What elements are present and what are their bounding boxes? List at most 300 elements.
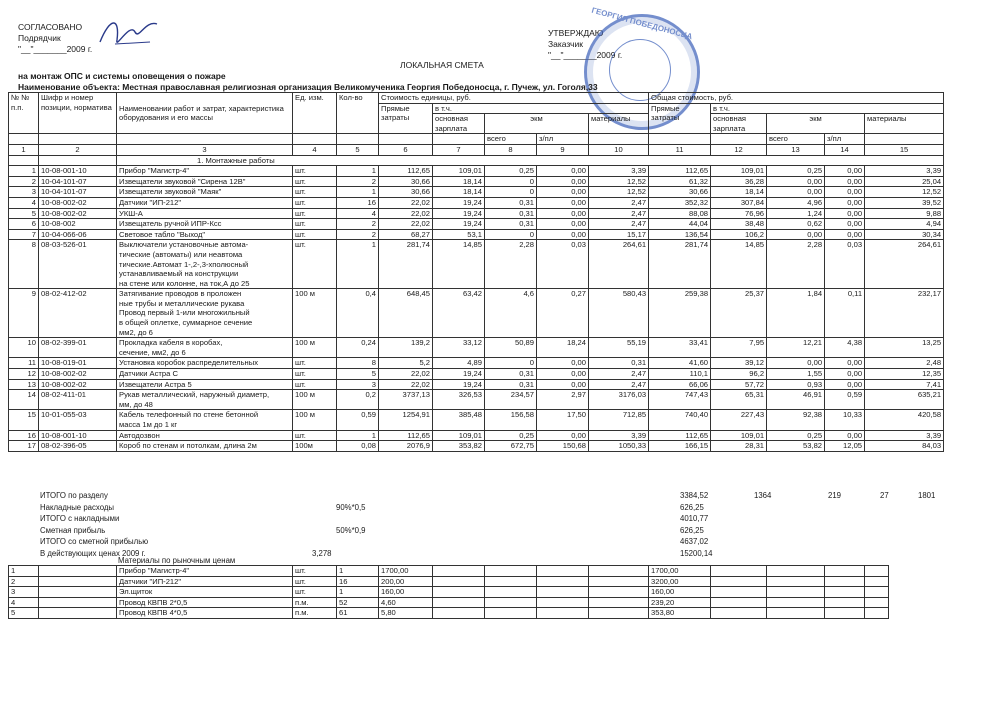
row-qty: 1 (337, 430, 379, 441)
totals-total: 4010,77 (680, 514, 709, 523)
row-name (117, 289, 293, 338)
column-number: 4 (293, 144, 337, 155)
material-empty (433, 587, 485, 598)
row-code: 08-02-412-02 (39, 289, 117, 338)
row-value-c6: 112,65 (379, 430, 433, 441)
material-empty (825, 597, 865, 608)
row-name-line: Установка коробок распределительных (119, 358, 258, 368)
header-row-4 (9, 134, 944, 145)
row-value-c11: 33,41 (649, 338, 711, 358)
row-name-line: устанавливаемый на конструкции (119, 269, 239, 279)
row-value-c6: 30,66 (379, 187, 433, 198)
totals-total: 15200,14 (680, 548, 713, 558)
column-number: 11 (649, 144, 711, 155)
material-unit: шт. (293, 566, 337, 577)
row-value-c13: 0,00 (767, 358, 825, 369)
row-number: 3 (9, 187, 39, 198)
header-direct-2: Прямые затраты (649, 103, 711, 134)
table-row (9, 176, 944, 187)
row-value-c11: 259,38 (649, 289, 711, 338)
row-unit: 100 м (293, 338, 337, 358)
row-value-c12: 38,48 (711, 219, 767, 230)
table-row (9, 197, 944, 208)
row-value-c7: 53,1 (433, 229, 485, 240)
row-value-c11: 136,54 (649, 229, 711, 240)
row-name (117, 197, 293, 208)
row-value-c6: 5,2 (379, 358, 433, 369)
material-empty (825, 608, 865, 619)
header-ekm-1: экм (485, 114, 589, 134)
row-name-line: на стене или колонне, на ток,А до 25 (119, 278, 250, 288)
row-qty: 0,2 (337, 390, 379, 410)
row-value-c14: 0,03 (825, 240, 865, 289)
row-value-c14: 0,00 (825, 219, 865, 230)
row-value-c14: 0,00 (825, 176, 865, 187)
material-empty (433, 576, 485, 587)
row-value-c9: 0,00 (537, 358, 589, 369)
row-name (117, 369, 293, 380)
totals-label: ИТОГО по разделу (40, 491, 108, 500)
row-name-line: Извещатели Астра 5 (119, 379, 192, 389)
totals-total: 3384,52 (680, 491, 709, 500)
row-number: 10 (9, 338, 39, 358)
material-empty (537, 597, 589, 608)
material-empty (485, 597, 537, 608)
row-value-c15: 420,58 (865, 410, 944, 430)
row-value-c9: 2,97 (537, 390, 589, 410)
table-row (9, 358, 944, 369)
row-code: 10-01-055-03 (39, 410, 117, 430)
materials-table (8, 565, 889, 619)
row-value-c10: 3,39 (589, 166, 649, 177)
row-value-c9: 0,00 (537, 176, 589, 187)
table-row (9, 229, 944, 240)
row-name (117, 390, 293, 410)
header-zpl-1: з/пл (537, 134, 589, 145)
row-value-c12: 307,84 (711, 197, 767, 208)
material-empty (865, 597, 889, 608)
row-unit: шт. (293, 430, 337, 441)
row-name-line: тические.Автомат 1-,2-,3-хполюсный (119, 259, 249, 269)
totals-total: 626,25 (680, 525, 704, 535)
row-value-c12: 65,31 (711, 390, 767, 410)
row-value-c7: 63,42 (433, 289, 485, 338)
material-unit: шт. (293, 576, 337, 587)
material-empty (589, 587, 649, 598)
row-name-line: Прибор "Магистр-4" (119, 166, 190, 176)
row-qty: 1 (337, 187, 379, 198)
material-empty (537, 608, 589, 619)
row-name-line: масса 1м до 1 кг (119, 420, 178, 429)
row-name (117, 430, 293, 441)
material-empty (485, 608, 537, 619)
table-row (9, 390, 944, 410)
material-price: 5,80 (379, 608, 433, 619)
row-number: 12 (9, 369, 39, 380)
row-value-c6: 22,02 (379, 369, 433, 380)
row-value-c8: 0,25 (485, 430, 537, 441)
header-name: Наименовании работ и затрат, характеристика оборудования и его массы (117, 93, 293, 134)
row-value-c15: 2,48 (865, 358, 944, 369)
row-qty: 0,59 (337, 410, 379, 430)
material-number: 2 (9, 576, 39, 587)
row-value-c15: 7,41 (865, 379, 944, 390)
row-code: 10-08-002 (39, 219, 117, 230)
row-qty: 16 (337, 197, 379, 208)
material-empty (589, 576, 649, 587)
row-value-c15: 3,39 (865, 166, 944, 177)
material-name: Провод КВПВ 2*0,5 (117, 597, 293, 608)
row-value-c6: 22,02 (379, 208, 433, 219)
row-value-c7: 353,82 (433, 441, 485, 452)
material-unit: шт. (293, 587, 337, 598)
totals-row (40, 490, 940, 502)
row-value-c11: 747,43 (649, 390, 711, 410)
material-price: 160,00 (379, 587, 433, 598)
row-value-c14: 0,00 (825, 430, 865, 441)
table-row (9, 441, 944, 452)
approval-left-role: Подрядчик (18, 33, 61, 43)
row-value-c12: 18,14 (711, 187, 767, 198)
row-value-c12: 57,72 (711, 379, 767, 390)
row-code: 10-08-002-02 (39, 379, 117, 390)
material-price: 4,60 (379, 597, 433, 608)
row-value-c11: 166,15 (649, 441, 711, 452)
totals-block (40, 490, 940, 559)
row-value-c13: 1,55 (767, 369, 825, 380)
material-qty: 61 (337, 608, 379, 619)
totals-label: ИТОГО с накладными (40, 514, 120, 523)
material-name: Эл.щиток (117, 587, 293, 598)
row-value-c10: 12,52 (589, 176, 649, 187)
row-unit: 100м (293, 441, 337, 452)
row-number: 15 (9, 410, 39, 430)
table-row (9, 219, 944, 230)
estimate-body (9, 93, 944, 452)
header-unit: Ед. изм. (293, 93, 337, 134)
row-name-line: в общей оплетке, суммарное сечение (119, 318, 253, 328)
row-name (117, 176, 293, 187)
totals-coefficient: 50%*0,9 (336, 525, 366, 535)
material-empty (537, 587, 589, 598)
row-value-c13: 0,00 (767, 229, 825, 240)
row-value-c10: 712,85 (589, 410, 649, 430)
material-empty (39, 597, 117, 608)
row-value-c13: 0,25 (767, 166, 825, 177)
row-name-line: тические (автоматы) или неавтома (119, 249, 243, 259)
row-value-c12: 28,31 (711, 441, 767, 452)
approval-right-title: УТВЕРЖДАЮ (548, 28, 604, 38)
row-value-c10: 15,17 (589, 229, 649, 240)
row-value-c14: 12,05 (825, 441, 865, 452)
row-value-c11: 88,08 (649, 208, 711, 219)
material-unit: п.м. (293, 597, 337, 608)
row-name-line: Рукав металлический, наружный диаметр, (119, 390, 270, 400)
row-value-c11: 41,60 (649, 358, 711, 369)
row-name-line: Датчики Астра С (119, 369, 178, 379)
row-qty: 5 (337, 369, 379, 380)
material-empty (589, 597, 649, 608)
row-value-c13: 92,38 (767, 410, 825, 430)
totals-label: ИТОГО со сметной прибылью (40, 537, 149, 546)
totals-row (40, 513, 940, 525)
row-name-line: Извещатели звуковой "Маяк" (119, 187, 222, 197)
row-name (117, 166, 293, 177)
row-value-c7: 4,89 (433, 358, 485, 369)
row-value-c10: 264,61 (589, 240, 649, 289)
document-subtitle: на монтаж ОПС и системы оповещения о пожаре (18, 71, 226, 81)
row-unit: шт. (293, 229, 337, 240)
approval-right-role: Заказчик (548, 39, 583, 49)
totals-row (40, 536, 940, 548)
row-value-c9: 0,00 (537, 187, 589, 198)
row-value-c7: 14,85 (433, 240, 485, 289)
material-empty (825, 587, 865, 598)
row-value-c11: 112,65 (649, 166, 711, 177)
row-value-c14: 4,38 (825, 338, 865, 358)
approval-left (18, 22, 92, 55)
table-row (9, 369, 944, 380)
material-row (9, 608, 889, 619)
column-number: 8 (485, 144, 537, 155)
row-value-c14: 0,11 (825, 289, 865, 338)
row-value-c9: 0,00 (537, 430, 589, 441)
row-value-c6: 22,02 (379, 219, 433, 230)
row-value-c15: 39,52 (865, 197, 944, 208)
material-empty (433, 608, 485, 619)
row-qty: 1 (337, 166, 379, 177)
row-name-line: мм2, до 6 (119, 327, 153, 337)
header-unit-cost: Стоимость единицы, руб. (379, 93, 649, 104)
totals-total: 626,25 (680, 502, 704, 512)
row-number: 7 (9, 229, 39, 240)
row-value-c15: 84,03 (865, 441, 944, 452)
row-number: 5 (9, 208, 39, 219)
header-total-cost: Общая стоимость, руб. (649, 93, 944, 104)
row-value-c7: 109,01 (433, 166, 485, 177)
row-value-c9: 150,68 (537, 441, 589, 452)
row-value-c12: 76,96 (711, 208, 767, 219)
material-unit: п.м. (293, 608, 337, 619)
row-name-line: Автодозвон (119, 430, 160, 440)
header-num-label: № № (11, 93, 30, 102)
material-row (9, 587, 889, 598)
row-number: 6 (9, 219, 39, 230)
column-number: 15 (865, 144, 944, 155)
material-total: 3200,00 (649, 576, 711, 587)
table-row (9, 166, 944, 177)
row-value-c6: 30,66 (379, 176, 433, 187)
row-code: 10-08-019-01 (39, 358, 117, 369)
row-value-c6: 3737,13 (379, 390, 433, 410)
material-name: Датчики "ИП-212" (117, 576, 293, 587)
row-qty: 2 (337, 176, 379, 187)
material-name: Прибор "Магистр-4" (117, 566, 293, 577)
row-name (117, 240, 293, 289)
row-value-c8: 2,28 (485, 240, 537, 289)
row-code: 10-04-066-06 (39, 229, 117, 240)
totals-materials: 1801 (918, 491, 936, 500)
row-value-c8: 4,6 (485, 289, 537, 338)
row-value-c6: 68,27 (379, 229, 433, 240)
table-row (9, 410, 944, 430)
row-value-c10: 2,47 (589, 197, 649, 208)
material-empty (485, 566, 537, 577)
column-number: 10 (589, 144, 649, 155)
row-value-c11: 281,74 (649, 240, 711, 289)
material-empty (865, 587, 889, 598)
material-empty (767, 587, 825, 598)
row-code: 10-08-001-10 (39, 166, 117, 177)
row-unit: шт. (293, 166, 337, 177)
approval-left-date: "__"_______2009 г. (18, 44, 93, 54)
material-number: 5 (9, 608, 39, 619)
row-number: 1 (9, 166, 39, 177)
row-value-c6: 22,02 (379, 379, 433, 390)
row-value-c11: 740,40 (649, 410, 711, 430)
row-value-c7: 18,14 (433, 187, 485, 198)
row-value-c8: 0 (485, 358, 537, 369)
row-value-c7: 109,01 (433, 430, 485, 441)
row-qty: 3 (337, 379, 379, 390)
material-row (9, 597, 889, 608)
material-number: 1 (9, 566, 39, 577)
row-name (117, 410, 293, 430)
material-name: Провод КВПВ 4*0,5 (117, 608, 293, 619)
object-name: Наименование объекта: Местная православная религиозная организация Великомученика Георгия Победоносца, г. Пучеж, ул. Гоголя,33 (18, 82, 598, 92)
row-value-c13: 0,25 (767, 430, 825, 441)
row-value-c7: 385,48 (433, 410, 485, 430)
row-value-c14: 0,00 (825, 358, 865, 369)
row-value-c7: 33,12 (433, 338, 485, 358)
row-value-c7: 19,24 (433, 208, 485, 219)
row-value-c14: 0,00 (825, 166, 865, 177)
material-qty: 52 (337, 597, 379, 608)
material-empty (767, 576, 825, 587)
table-row (9, 240, 944, 289)
row-code: 08-02-399-01 (39, 338, 117, 358)
row-name-line: Извещатели звуковой "Сирена 12В" (119, 176, 246, 186)
material-empty (825, 566, 865, 577)
material-empty (433, 566, 485, 577)
row-value-c13: 53,82 (767, 441, 825, 452)
materials-body (9, 566, 889, 619)
row-qty: 0,24 (337, 338, 379, 358)
row-name (117, 358, 293, 369)
row-unit: шт. (293, 219, 337, 230)
row-value-c8: 0,31 (485, 197, 537, 208)
material-price: 1700,00 (379, 566, 433, 577)
material-empty (433, 597, 485, 608)
row-unit: 100 м (293, 390, 337, 410)
row-number: 14 (9, 390, 39, 410)
row-name-line: ные трубы и металлические рукава (119, 298, 245, 308)
row-value-c15: 232,17 (865, 289, 944, 338)
material-price: 200,00 (379, 576, 433, 587)
row-value-c11: 112,65 (649, 430, 711, 441)
material-empty (767, 566, 825, 577)
column-number: 5 (337, 144, 379, 155)
row-value-c13: 1,84 (767, 289, 825, 338)
row-value-c9: 0,00 (537, 197, 589, 208)
material-total: 353,80 (649, 608, 711, 619)
column-number: 1 (9, 144, 39, 155)
row-value-c6: 139,2 (379, 338, 433, 358)
material-qty: 1 (337, 587, 379, 598)
row-number: 16 (9, 430, 39, 441)
row-number: 8 (9, 240, 39, 289)
table-row (9, 208, 944, 219)
materials-title: Материалы по рыночным ценам (118, 556, 236, 565)
row-value-c7: 19,24 (433, 197, 485, 208)
material-empty (711, 608, 767, 619)
material-empty (865, 566, 889, 577)
row-value-c6: 2076,9 (379, 441, 433, 452)
row-value-c7: 19,24 (433, 369, 485, 380)
row-qty: 1 (337, 240, 379, 289)
row-name (117, 229, 293, 240)
row-value-c9: 0,03 (537, 240, 589, 289)
row-value-c10: 1050,33 (589, 441, 649, 452)
column-number: 3 (117, 144, 293, 155)
material-empty (711, 587, 767, 598)
row-value-c10: 2,47 (589, 219, 649, 230)
row-value-c10: 2,47 (589, 208, 649, 219)
row-name-line: УКШ-А (119, 208, 143, 218)
row-unit: шт. (293, 369, 337, 380)
material-total: 1700,00 (649, 566, 711, 577)
material-empty (711, 576, 767, 587)
row-name (117, 219, 293, 230)
row-code: 10-08-002-02 (39, 208, 117, 219)
header-total-sub-1: всего (485, 134, 537, 145)
table-row (9, 289, 944, 338)
row-value-c6: 22,02 (379, 197, 433, 208)
row-value-c9: 0,00 (537, 166, 589, 177)
row-value-c13: 0,00 (767, 187, 825, 198)
header-materials-2: материалы (865, 114, 944, 134)
row-unit: шт. (293, 187, 337, 198)
column-number: 9 (537, 144, 589, 155)
row-value-c11: 110,1 (649, 369, 711, 380)
material-row (9, 566, 889, 577)
material-empty (767, 608, 825, 619)
row-value-c15: 25,04 (865, 176, 944, 187)
material-number: 3 (9, 587, 39, 598)
row-value-c12: 96,2 (711, 369, 767, 380)
row-value-c9: 0,00 (537, 369, 589, 380)
row-value-c14: 0,00 (825, 208, 865, 219)
row-name-line: Выключатели установочные автома- (119, 240, 249, 250)
material-empty (711, 566, 767, 577)
row-value-c15: 9,88 (865, 208, 944, 219)
row-qty: 8 (337, 358, 379, 369)
row-value-c13: 0,00 (767, 176, 825, 187)
row-value-c10: 0,31 (589, 358, 649, 369)
stamp-text: ГЕОРГИЯ ПОБЕДОНОСЦА (590, 5, 694, 42)
row-value-c11: 44,04 (649, 219, 711, 230)
row-qty: 2 (337, 219, 379, 230)
row-value-c15: 635,21 (865, 390, 944, 410)
row-value-c8: 50,89 (485, 338, 537, 358)
totals-row (40, 525, 940, 537)
row-code: 08-03-526-01 (39, 240, 117, 289)
row-value-c14: 0,00 (825, 379, 865, 390)
row-code: 10-08-001-10 (39, 430, 117, 441)
header-zpl-2: з/пл (825, 134, 865, 145)
totals-ekm-zpl: 27 (880, 491, 889, 500)
column-number: 2 (39, 144, 117, 155)
